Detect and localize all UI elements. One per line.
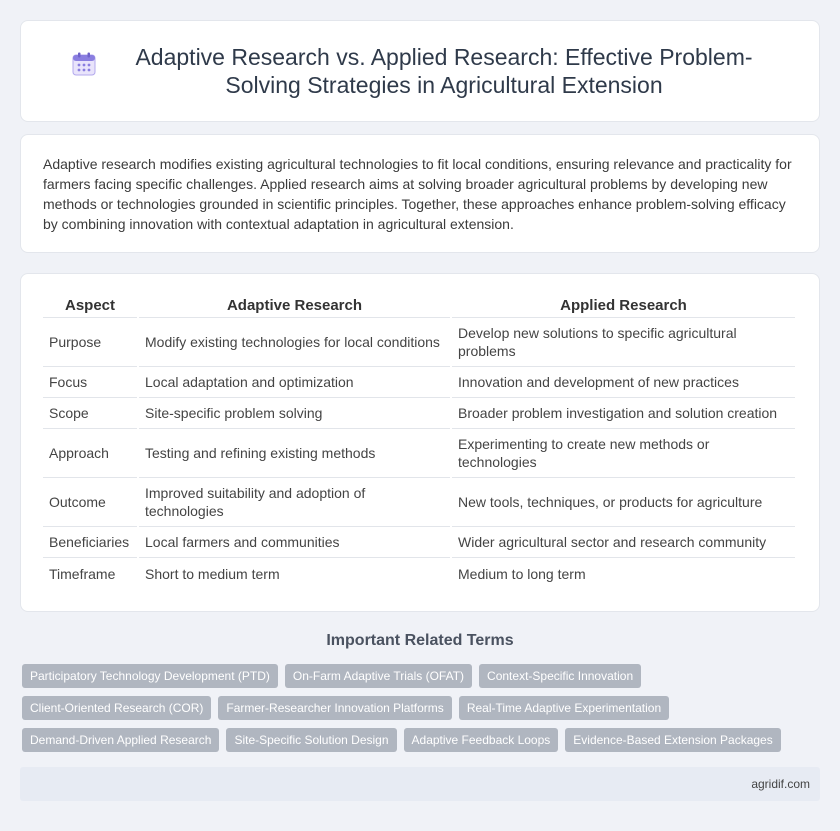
comparison-table	[41, 296, 797, 589]
table-row	[43, 367, 795, 398]
row-applied: Experimenting to create new methods or technologies	[452, 429, 795, 478]
related-term-tag[interactable]: Real-Time Adaptive Experimentation	[459, 696, 669, 720]
intro-paragraph: Adaptive research modifies existing agricultural technologies to fit local conditions, ensuring relevance and practicality for farmers facing specific challenges. Applied research aims at solving broader agricultural problems by developing new methods or technologies grounded in scientific principles. Together, these approaches enhance problem-solving efficacy by combining innovation with contextual adaptation in agricultural extension.	[43, 156, 792, 232]
comparison-table-card	[20, 273, 820, 612]
row-adaptive: Short to medium term	[145, 565, 280, 582]
row-adaptive: Local farmers and communities	[139, 527, 450, 558]
related-term-tag[interactable]: Farmer-Researcher Innovation Platforms	[218, 696, 451, 720]
row-applied: Develop new solutions to specific agricultural problems	[452, 318, 795, 367]
related-terms-list	[22, 664, 818, 760]
column-header-applied: Applied Research	[452, 296, 795, 318]
table-row	[43, 478, 795, 527]
footer-site-link[interactable]: agridif.com	[751, 777, 810, 791]
row-aspect: Beneficiaries	[43, 527, 137, 558]
row-adaptive: Local adaptation and optimization	[139, 367, 450, 398]
row-adaptive: Modify existing technologies for local conditions	[139, 318, 450, 367]
related-term-tag[interactable]: On-Farm Adaptive Trials (OFAT)	[285, 664, 472, 688]
title-wrap	[71, 43, 769, 99]
related-term-tag[interactable]: Evidence-Based Extension Packages	[565, 728, 780, 752]
related-term-tag[interactable]: Adaptive Feedback Loops	[404, 728, 559, 752]
footer	[20, 767, 820, 801]
calendar-icon	[71, 51, 97, 77]
row-adaptive: Improved suitability and adoption of technologies	[139, 478, 450, 527]
table-row	[43, 398, 795, 429]
related-term-tag[interactable]: Demand-Driven Applied Research	[22, 728, 219, 752]
related-term-tag[interactable]: Context-Specific Innovation	[479, 664, 641, 688]
row-applied: Broader problem investigation and solution creation	[452, 398, 795, 429]
table-row	[43, 429, 795, 478]
column-header-aspect: Aspect	[43, 296, 137, 318]
row-adaptive: Site-specific problem solving	[139, 398, 450, 429]
row-applied: Wider agricultural sector and research community	[452, 527, 795, 558]
page-title: Adaptive Research vs. Applied Research: Effective Problem-Solving Strategies in Agricultural Extension	[135, 44, 753, 98]
table-row	[43, 558, 795, 589]
related-terms-heading: Important Related Terms	[326, 632, 514, 649]
related-term-tag[interactable]: Site-Specific Solution Design	[226, 728, 396, 752]
table-row	[43, 527, 795, 558]
row-aspect: Focus	[43, 367, 137, 398]
table-row	[43, 318, 795, 367]
row-aspect: Purpose	[43, 318, 137, 367]
row-applied: Innovation and development of new practices	[452, 367, 795, 398]
table-header-row	[43, 296, 795, 318]
title-card	[20, 20, 820, 122]
row-aspect: Scope	[43, 398, 137, 429]
row-aspect: Approach	[43, 429, 137, 478]
column-header-adaptive: Adaptive Research	[139, 296, 450, 318]
row-applied: New tools, techniques, or products for agriculture	[452, 478, 795, 527]
row-applied: Medium to long term	[458, 565, 586, 582]
related-term-tag[interactable]: Client-Oriented Research (COR)	[22, 696, 211, 720]
row-aspect: Timeframe	[49, 565, 116, 582]
intro-card	[20, 134, 820, 253]
related-term-tag[interactable]: Participatory Technology Development (PTD)	[22, 664, 278, 688]
row-aspect: Outcome	[43, 478, 137, 527]
row-adaptive: Testing and refining existing methods	[139, 429, 450, 478]
